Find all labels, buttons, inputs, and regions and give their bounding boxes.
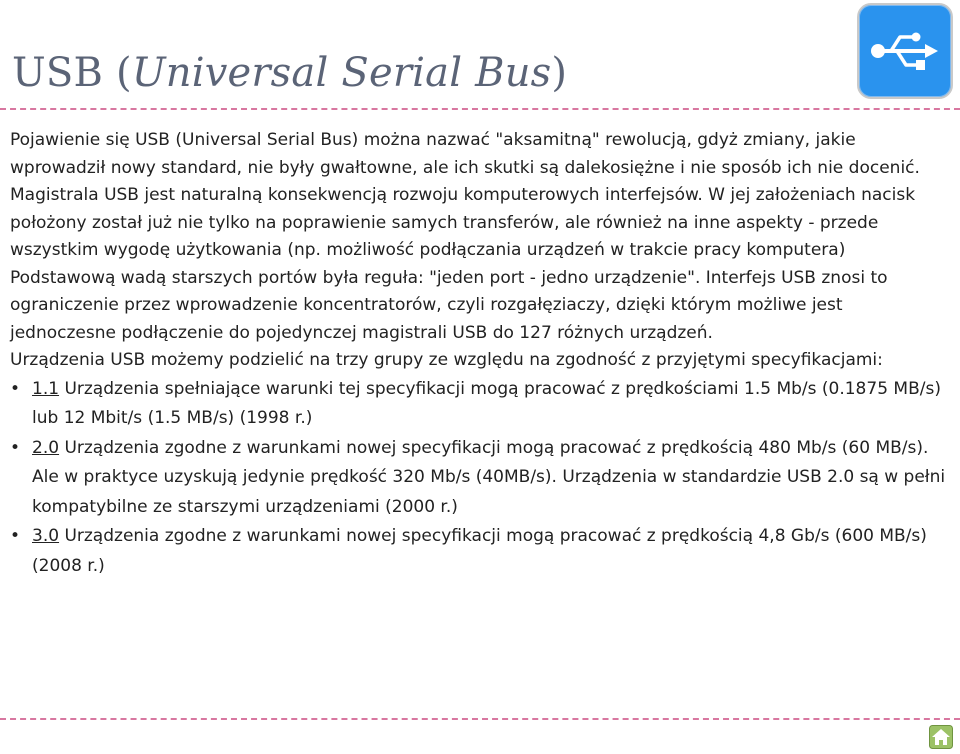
version-link-1-1[interactable]: 1.1 <box>32 378 60 399</box>
title-regular: USB ( <box>12 50 132 96</box>
bullet-marker: • <box>10 526 21 546</box>
version-link-2-0[interactable]: 2.0 <box>32 437 60 458</box>
list-item-usb-2-0 <box>10 434 950 523</box>
usb-logo-badge <box>857 3 953 99</box>
intro-paragraph: Pojawienie się USB (Universal Serial Bus) można nazwać "aksamitną" rewolucją, gdyż zmiany, jakie wprowadził nowy standard, nie były gwałtowne, ale ich skutki są dalekosiężne i nie sposób ich nie docenić. Magistrala USB jest naturalną konsekwencją rozwoju komputerowych interfejsów. W jej założeniach nacisk położony został już nie tylko na poprawienie samych transferów, ale również na inne aspekty - przede wszystkim wygodę użytkowania (np. możliwość podłączania urządzeń w trakcie pracy komputera) Podstawową wadą starszych portów była reguła: "jeden port - jedno urządzenie". Interfejs USB znosi to ograniczenie przez wprowadzenie koncentratorów, czyli rozgałęziaczy, dzięki którym możliwe jest jednoczesne podłączenie do pojedynczej magistrali USB do 127 różnych urządzeń. <box>10 130 920 343</box>
list-item-usb-3-0 <box>10 522 950 581</box>
groups-paragraph: Urządzenia USB możemy podzielić na trzy grupy ze względu na zgodność z przyjętymi specyfikacjami: <box>10 350 883 370</box>
list-item-usb-1-1 <box>10 375 950 434</box>
slide-title <box>12 50 567 96</box>
home-icon[interactable] <box>929 725 953 749</box>
title-italic: Universal Serial Bus <box>131 50 552 96</box>
list-item-text: Urządzenia zgodne z warunkami nowej specyfikacji mogą pracować z prędkością 4,8 Gb/s (600 MB/s) (2008 r.) <box>32 526 927 576</box>
usb-symbol-icon <box>869 29 941 73</box>
bullet-marker: • <box>10 437 21 458</box>
title-close: ) <box>551 50 568 96</box>
list-item-text: Urządzenia spełniające warunki tej specyfikacji mogą pracować z prędkościami 1.5 Mb/s (0.1875 MB/s) lub 12 Mbit/s (1.5 MB/s) (1998 r.) <box>32 378 941 428</box>
usb-version-list <box>10 375 950 582</box>
slide-body <box>10 127 950 581</box>
version-link-3-0[interactable]: 3.0 <box>32 526 60 546</box>
title-divider <box>0 108 960 110</box>
bullet-marker: • <box>10 378 21 399</box>
list-item-text: Urządzenia zgodne z warunkami nowej specyfikacji mogą pracować z prędkością 480 Mb/s (60 MB/s). Ale w praktyce uzyskują jedynie prędkość 320 Mb/s (40MB/s). Urządzenia w standardzie USB 2.0 są w pełni kompatybilne ze starszymi urządzeniami (2000 r.) <box>32 437 946 517</box>
footer-divider <box>0 718 960 720</box>
